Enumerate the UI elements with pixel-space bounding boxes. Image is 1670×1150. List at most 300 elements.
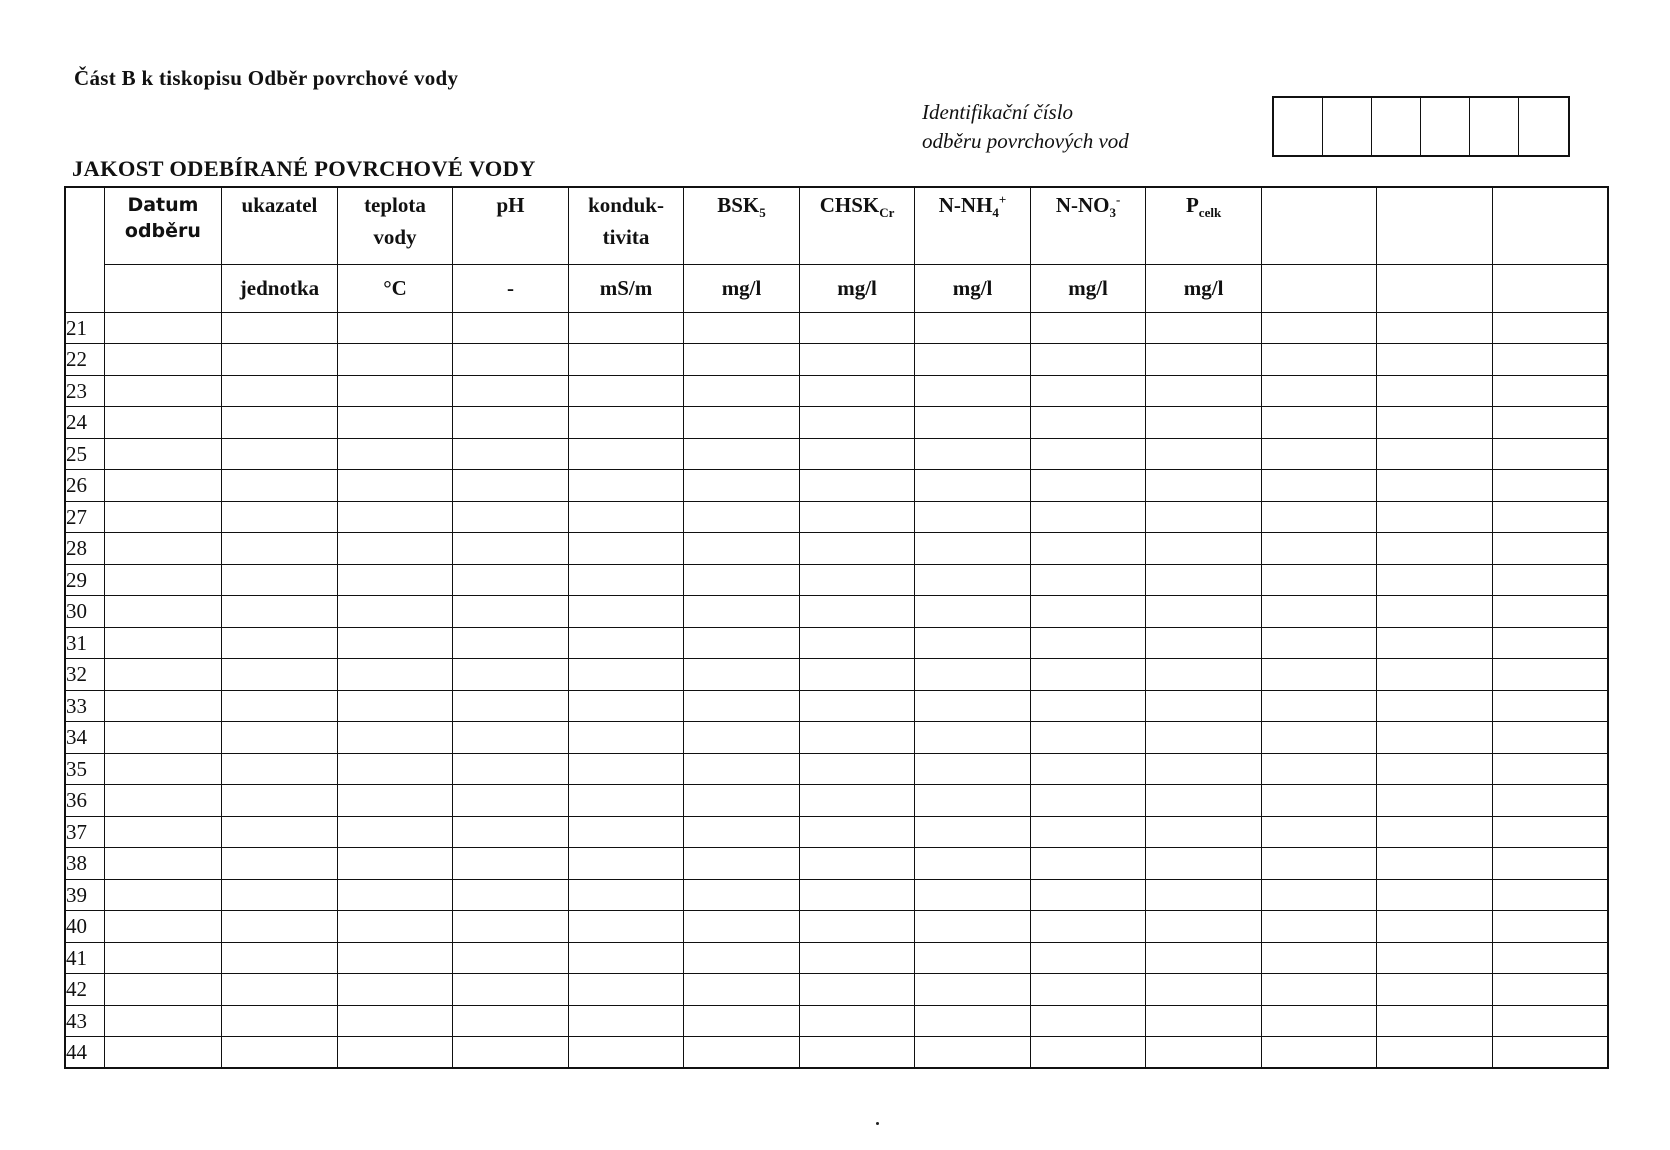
entry-cell[interactable]	[799, 596, 915, 628]
entry-cell[interactable]	[1261, 1005, 1377, 1037]
entry-cell[interactable]	[568, 627, 684, 659]
entry-cell[interactable]	[1377, 312, 1493, 344]
entry-cell[interactable]	[684, 312, 800, 344]
entry-cell[interactable]	[1030, 470, 1146, 502]
entry-cell[interactable]	[337, 375, 453, 407]
entry-cell[interactable]	[1030, 974, 1146, 1006]
entry-cell[interactable]	[337, 407, 453, 439]
entry-cell[interactable]	[799, 344, 915, 376]
entry-cell[interactable]	[104, 438, 222, 470]
entry-cell[interactable]	[568, 942, 684, 974]
entry-cell[interactable]	[915, 312, 1031, 344]
entry-cell[interactable]	[1030, 596, 1146, 628]
entry-cell[interactable]	[104, 596, 222, 628]
entry-cell[interactable]	[1377, 879, 1493, 911]
entry-cell[interactable]	[222, 942, 338, 974]
entry-cell[interactable]	[915, 344, 1031, 376]
entry-cell[interactable]	[1492, 344, 1608, 376]
entry-cell[interactable]	[568, 596, 684, 628]
entry-cell[interactable]	[1146, 785, 1262, 817]
entry-cell[interactable]	[1146, 438, 1262, 470]
entry-cell[interactable]	[1377, 974, 1493, 1006]
entry-cell[interactable]	[1146, 974, 1262, 1006]
entry-cell[interactable]	[1030, 659, 1146, 691]
entry-cell[interactable]	[1261, 533, 1377, 565]
entry-cell[interactable]	[1492, 879, 1608, 911]
entry-cell[interactable]	[915, 690, 1031, 722]
entry-cell[interactable]	[222, 1005, 338, 1037]
entry-cell[interactable]	[222, 501, 338, 533]
entry-cell[interactable]	[684, 596, 800, 628]
entry-cell[interactable]	[1492, 848, 1608, 880]
entry-cell[interactable]	[337, 659, 453, 691]
entry-cell[interactable]	[1377, 375, 1493, 407]
entry-cell[interactable]	[1492, 722, 1608, 754]
entry-cell[interactable]	[684, 375, 800, 407]
entry-cell[interactable]	[1146, 722, 1262, 754]
entry-cell[interactable]	[1492, 407, 1608, 439]
entry-cell[interactable]	[222, 911, 338, 943]
entry-cell[interactable]	[1030, 722, 1146, 754]
entry-cell[interactable]	[1146, 816, 1262, 848]
entry-cell[interactable]	[222, 753, 338, 785]
entry-cell[interactable]	[222, 344, 338, 376]
entry-cell[interactable]	[684, 1005, 800, 1037]
entry-cell[interactable]	[337, 312, 453, 344]
entry-cell[interactable]	[1146, 942, 1262, 974]
entry-cell[interactable]	[915, 816, 1031, 848]
entry-cell[interactable]	[104, 1037, 222, 1069]
entry-cell[interactable]	[337, 879, 453, 911]
entry-cell[interactable]	[104, 627, 222, 659]
entry-cell[interactable]	[1146, 533, 1262, 565]
entry-cell[interactable]	[799, 627, 915, 659]
entry-cell[interactable]	[222, 533, 338, 565]
entry-cell[interactable]	[337, 470, 453, 502]
entry-cell[interactable]	[1492, 375, 1608, 407]
entry-cell[interactable]	[915, 753, 1031, 785]
entry-cell[interactable]	[1030, 344, 1146, 376]
entry-cell[interactable]	[222, 816, 338, 848]
entry-cell[interactable]	[104, 690, 222, 722]
entry-cell[interactable]	[1261, 438, 1377, 470]
entry-cell[interactable]	[799, 974, 915, 1006]
entry-cell[interactable]	[222, 627, 338, 659]
entry-cell[interactable]	[1492, 942, 1608, 974]
entry-cell[interactable]	[104, 974, 222, 1006]
entry-cell[interactable]	[1146, 375, 1262, 407]
entry-cell[interactable]	[684, 942, 800, 974]
entry-cell[interactable]	[1030, 375, 1146, 407]
entry-cell[interactable]	[568, 312, 684, 344]
entry-cell[interactable]	[799, 659, 915, 691]
entry-cell[interactable]	[799, 690, 915, 722]
entry-cell[interactable]	[1030, 753, 1146, 785]
entry-cell[interactable]	[222, 879, 338, 911]
entry-cell[interactable]	[799, 1005, 915, 1037]
entry-cell[interactable]	[453, 911, 569, 943]
entry-cell[interactable]	[915, 627, 1031, 659]
entry-cell[interactable]	[568, 722, 684, 754]
entry-cell[interactable]	[1261, 722, 1377, 754]
entry-cell[interactable]	[1261, 659, 1377, 691]
entry-cell[interactable]	[453, 596, 569, 628]
entry-cell[interactable]	[568, 470, 684, 502]
entry-cell[interactable]	[104, 659, 222, 691]
entry-cell[interactable]	[104, 533, 222, 565]
entry-cell[interactable]	[568, 501, 684, 533]
entry-cell[interactable]	[1030, 312, 1146, 344]
entry-cell[interactable]	[1492, 1037, 1608, 1069]
entry-cell[interactable]	[337, 911, 453, 943]
entry-cell[interactable]	[915, 375, 1031, 407]
entry-cell[interactable]	[568, 1037, 684, 1069]
entry-cell[interactable]	[1492, 438, 1608, 470]
entry-cell[interactable]	[222, 312, 338, 344]
entry-cell[interactable]	[1261, 942, 1377, 974]
entry-cell[interactable]	[337, 344, 453, 376]
entry-cell[interactable]	[1377, 942, 1493, 974]
entry-cell[interactable]	[1377, 596, 1493, 628]
entry-cell[interactable]	[1377, 470, 1493, 502]
entry-cell[interactable]	[684, 911, 800, 943]
entry-cell[interactable]	[568, 785, 684, 817]
entry-cell[interactable]	[915, 1037, 1031, 1069]
entry-cell[interactable]	[453, 501, 569, 533]
entry-cell[interactable]	[799, 564, 915, 596]
entry-cell[interactable]	[684, 438, 800, 470]
entry-cell[interactable]	[1377, 344, 1493, 376]
entry-cell[interactable]	[337, 974, 453, 1006]
entry-cell[interactable]	[104, 942, 222, 974]
entry-cell[interactable]	[684, 501, 800, 533]
entry-cell[interactable]	[799, 470, 915, 502]
entry-cell[interactable]	[799, 438, 915, 470]
entry-cell[interactable]	[453, 785, 569, 817]
entry-cell[interactable]	[1261, 1037, 1377, 1069]
entry-cell[interactable]	[453, 848, 569, 880]
entry-cell[interactable]	[337, 816, 453, 848]
entry-cell[interactable]	[915, 785, 1031, 817]
entry-cell[interactable]	[453, 722, 569, 754]
entry-cell[interactable]	[1377, 911, 1493, 943]
entry-cell[interactable]	[1492, 501, 1608, 533]
entry-cell[interactable]	[915, 879, 1031, 911]
entry-cell[interactable]	[1492, 974, 1608, 1006]
entry-cell[interactable]	[1492, 1005, 1608, 1037]
entry-cell[interactable]	[1492, 627, 1608, 659]
entry-cell[interactable]	[1030, 627, 1146, 659]
entry-cell[interactable]	[1492, 533, 1608, 565]
entry-cell[interactable]	[453, 753, 569, 785]
entry-cell[interactable]	[915, 659, 1031, 691]
entry-cell[interactable]	[915, 470, 1031, 502]
entry-cell[interactable]	[684, 974, 800, 1006]
entry-cell[interactable]	[453, 627, 569, 659]
entry-cell[interactable]	[684, 785, 800, 817]
entry-cell[interactable]	[222, 375, 338, 407]
entry-cell[interactable]	[684, 879, 800, 911]
entry-cell[interactable]	[568, 848, 684, 880]
entry-cell[interactable]	[915, 911, 1031, 943]
entry-cell[interactable]	[104, 879, 222, 911]
entry-cell[interactable]	[1377, 438, 1493, 470]
entry-cell[interactable]	[104, 564, 222, 596]
entry-cell[interactable]	[684, 344, 800, 376]
id-digit-box[interactable]	[1421, 98, 1470, 155]
entry-cell[interactable]	[453, 816, 569, 848]
entry-cell[interactable]	[1261, 470, 1377, 502]
entry-cell[interactable]	[1030, 564, 1146, 596]
entry-cell[interactable]	[337, 753, 453, 785]
entry-cell[interactable]	[1261, 879, 1377, 911]
id-digit-box[interactable]	[1372, 98, 1421, 155]
id-digit-box[interactable]	[1519, 98, 1568, 155]
entry-cell[interactable]	[1261, 690, 1377, 722]
entry-cell[interactable]	[1261, 312, 1377, 344]
entry-cell[interactable]	[1377, 848, 1493, 880]
entry-cell[interactable]	[684, 564, 800, 596]
entry-cell[interactable]	[799, 816, 915, 848]
entry-cell[interactable]	[799, 375, 915, 407]
entry-cell[interactable]	[799, 407, 915, 439]
entry-cell[interactable]	[1492, 470, 1608, 502]
entry-cell[interactable]	[222, 438, 338, 470]
entry-cell[interactable]	[104, 753, 222, 785]
entry-cell[interactable]	[568, 533, 684, 565]
entry-cell[interactable]	[915, 1005, 1031, 1037]
entry-cell[interactable]	[1146, 879, 1262, 911]
entry-cell[interactable]	[1261, 848, 1377, 880]
entry-cell[interactable]	[1146, 627, 1262, 659]
entry-cell[interactable]	[1030, 879, 1146, 911]
entry-cell[interactable]	[337, 942, 453, 974]
entry-cell[interactable]	[568, 690, 684, 722]
entry-cell[interactable]	[337, 533, 453, 565]
entry-cell[interactable]	[568, 564, 684, 596]
entry-cell[interactable]	[1261, 564, 1377, 596]
entry-cell[interactable]	[222, 564, 338, 596]
entry-cell[interactable]	[1030, 848, 1146, 880]
entry-cell[interactable]	[799, 942, 915, 974]
entry-cell[interactable]	[1377, 564, 1493, 596]
entry-cell[interactable]	[684, 753, 800, 785]
entry-cell[interactable]	[222, 470, 338, 502]
entry-cell[interactable]	[104, 848, 222, 880]
entry-cell[interactable]	[337, 722, 453, 754]
entry-cell[interactable]	[104, 911, 222, 943]
entry-cell[interactable]	[684, 659, 800, 691]
entry-cell[interactable]	[1030, 533, 1146, 565]
entry-cell[interactable]	[568, 816, 684, 848]
entry-cell[interactable]	[915, 942, 1031, 974]
entry-cell[interactable]	[915, 438, 1031, 470]
entry-cell[interactable]	[453, 942, 569, 974]
entry-cell[interactable]	[453, 375, 569, 407]
entry-cell[interactable]	[337, 1005, 453, 1037]
entry-cell[interactable]	[915, 533, 1031, 565]
entry-cell[interactable]	[1146, 470, 1262, 502]
entry-cell[interactable]	[1030, 407, 1146, 439]
entry-cell[interactable]	[568, 659, 684, 691]
entry-cell[interactable]	[222, 722, 338, 754]
entry-cell[interactable]	[453, 533, 569, 565]
entry-cell[interactable]	[799, 722, 915, 754]
entry-cell[interactable]	[799, 785, 915, 817]
entry-cell[interactable]	[104, 722, 222, 754]
entry-cell[interactable]	[1492, 659, 1608, 691]
entry-cell[interactable]	[104, 501, 222, 533]
entry-cell[interactable]	[453, 312, 569, 344]
entry-cell[interactable]	[1492, 312, 1608, 344]
entry-cell[interactable]	[1030, 816, 1146, 848]
entry-cell[interactable]	[915, 848, 1031, 880]
entry-cell[interactable]	[684, 627, 800, 659]
entry-cell[interactable]	[1261, 753, 1377, 785]
entry-cell[interactable]	[799, 312, 915, 344]
entry-cell[interactable]	[1146, 312, 1262, 344]
entry-cell[interactable]	[1377, 407, 1493, 439]
entry-cell[interactable]	[684, 690, 800, 722]
entry-cell[interactable]	[453, 690, 569, 722]
entry-cell[interactable]	[453, 470, 569, 502]
entry-cell[interactable]	[1030, 911, 1146, 943]
entry-cell[interactable]	[1492, 816, 1608, 848]
entry-cell[interactable]	[1146, 911, 1262, 943]
entry-cell[interactable]	[1146, 501, 1262, 533]
entry-cell[interactable]	[684, 470, 800, 502]
entry-cell[interactable]	[915, 974, 1031, 1006]
entry-cell[interactable]	[1377, 753, 1493, 785]
id-digit-box[interactable]	[1274, 98, 1323, 155]
entry-cell[interactable]	[1377, 501, 1493, 533]
entry-cell[interactable]	[453, 879, 569, 911]
entry-cell[interactable]	[684, 816, 800, 848]
entry-cell[interactable]	[799, 501, 915, 533]
entry-cell[interactable]	[1030, 1005, 1146, 1037]
entry-cell[interactable]	[1492, 564, 1608, 596]
entry-cell[interactable]	[1492, 753, 1608, 785]
entry-cell[interactable]	[337, 564, 453, 596]
entry-cell[interactable]	[684, 848, 800, 880]
entry-cell[interactable]	[568, 407, 684, 439]
entry-cell[interactable]	[222, 690, 338, 722]
entry-cell[interactable]	[453, 344, 569, 376]
entry-cell[interactable]	[1492, 596, 1608, 628]
entry-cell[interactable]	[568, 438, 684, 470]
entry-cell[interactable]	[915, 407, 1031, 439]
entry-cell[interactable]	[1492, 785, 1608, 817]
entry-cell[interactable]	[568, 879, 684, 911]
entry-cell[interactable]	[453, 407, 569, 439]
entry-cell[interactable]	[104, 375, 222, 407]
entry-cell[interactable]	[1030, 785, 1146, 817]
entry-cell[interactable]	[453, 438, 569, 470]
entry-cell[interactable]	[222, 848, 338, 880]
entry-cell[interactable]	[568, 1005, 684, 1037]
entry-cell[interactable]	[1261, 627, 1377, 659]
entry-cell[interactable]	[1030, 1037, 1146, 1069]
entry-cell[interactable]	[222, 785, 338, 817]
entry-cell[interactable]	[684, 533, 800, 565]
entry-cell[interactable]	[684, 407, 800, 439]
id-digit-box[interactable]	[1470, 98, 1519, 155]
entry-cell[interactable]	[1261, 974, 1377, 1006]
entry-cell[interactable]	[453, 564, 569, 596]
entry-cell[interactable]	[1146, 596, 1262, 628]
entry-cell[interactable]	[1146, 848, 1262, 880]
entry-cell[interactable]	[1261, 501, 1377, 533]
entry-cell[interactable]	[1261, 344, 1377, 376]
entry-cell[interactable]	[222, 659, 338, 691]
entry-cell[interactable]	[568, 911, 684, 943]
entry-cell[interactable]	[104, 407, 222, 439]
entry-cell[interactable]	[1261, 911, 1377, 943]
entry-cell[interactable]	[568, 753, 684, 785]
entry-cell[interactable]	[104, 344, 222, 376]
entry-cell[interactable]	[799, 533, 915, 565]
entry-cell[interactable]	[1261, 375, 1377, 407]
entry-cell[interactable]	[799, 753, 915, 785]
entry-cell[interactable]	[1146, 690, 1262, 722]
entry-cell[interactable]	[104, 816, 222, 848]
entry-cell[interactable]	[222, 596, 338, 628]
entry-cell[interactable]	[453, 1037, 569, 1069]
entry-cell[interactable]	[1030, 438, 1146, 470]
entry-cell[interactable]	[337, 501, 453, 533]
entry-cell[interactable]	[453, 1005, 569, 1037]
entry-cell[interactable]	[799, 1037, 915, 1069]
entry-cell[interactable]	[453, 659, 569, 691]
entry-cell[interactable]	[568, 344, 684, 376]
entry-cell[interactable]	[1030, 501, 1146, 533]
entry-cell[interactable]	[1377, 659, 1493, 691]
entry-cell[interactable]	[915, 596, 1031, 628]
entry-cell[interactable]	[1377, 533, 1493, 565]
entry-cell[interactable]	[222, 407, 338, 439]
entry-cell[interactable]	[337, 785, 453, 817]
entry-cell[interactable]	[1146, 344, 1262, 376]
entry-cell[interactable]	[104, 1005, 222, 1037]
entry-cell[interactable]	[1146, 564, 1262, 596]
entry-cell[interactable]	[1030, 942, 1146, 974]
entry-cell[interactable]	[1377, 690, 1493, 722]
entry-cell[interactable]	[222, 1037, 338, 1069]
entry-cell[interactable]	[1146, 1005, 1262, 1037]
entry-cell[interactable]	[1146, 1037, 1262, 1069]
entry-cell[interactable]	[337, 690, 453, 722]
entry-cell[interactable]	[568, 375, 684, 407]
entry-cell[interactable]	[337, 438, 453, 470]
entry-cell[interactable]	[568, 974, 684, 1006]
entry-cell[interactable]	[337, 596, 453, 628]
entry-cell[interactable]	[1377, 816, 1493, 848]
entry-cell[interactable]	[684, 1037, 800, 1069]
entry-cell[interactable]	[1146, 753, 1262, 785]
entry-cell[interactable]	[799, 848, 915, 880]
entry-cell[interactable]	[222, 974, 338, 1006]
entry-cell[interactable]	[915, 564, 1031, 596]
entry-cell[interactable]	[1261, 785, 1377, 817]
entry-cell[interactable]	[1146, 659, 1262, 691]
entry-cell[interactable]	[684, 722, 800, 754]
entry-cell[interactable]	[453, 974, 569, 1006]
entry-cell[interactable]	[104, 785, 222, 817]
entry-cell[interactable]	[1261, 816, 1377, 848]
entry-cell[interactable]	[1377, 722, 1493, 754]
entry-cell[interactable]	[1146, 407, 1262, 439]
entry-cell[interactable]	[337, 1037, 453, 1069]
